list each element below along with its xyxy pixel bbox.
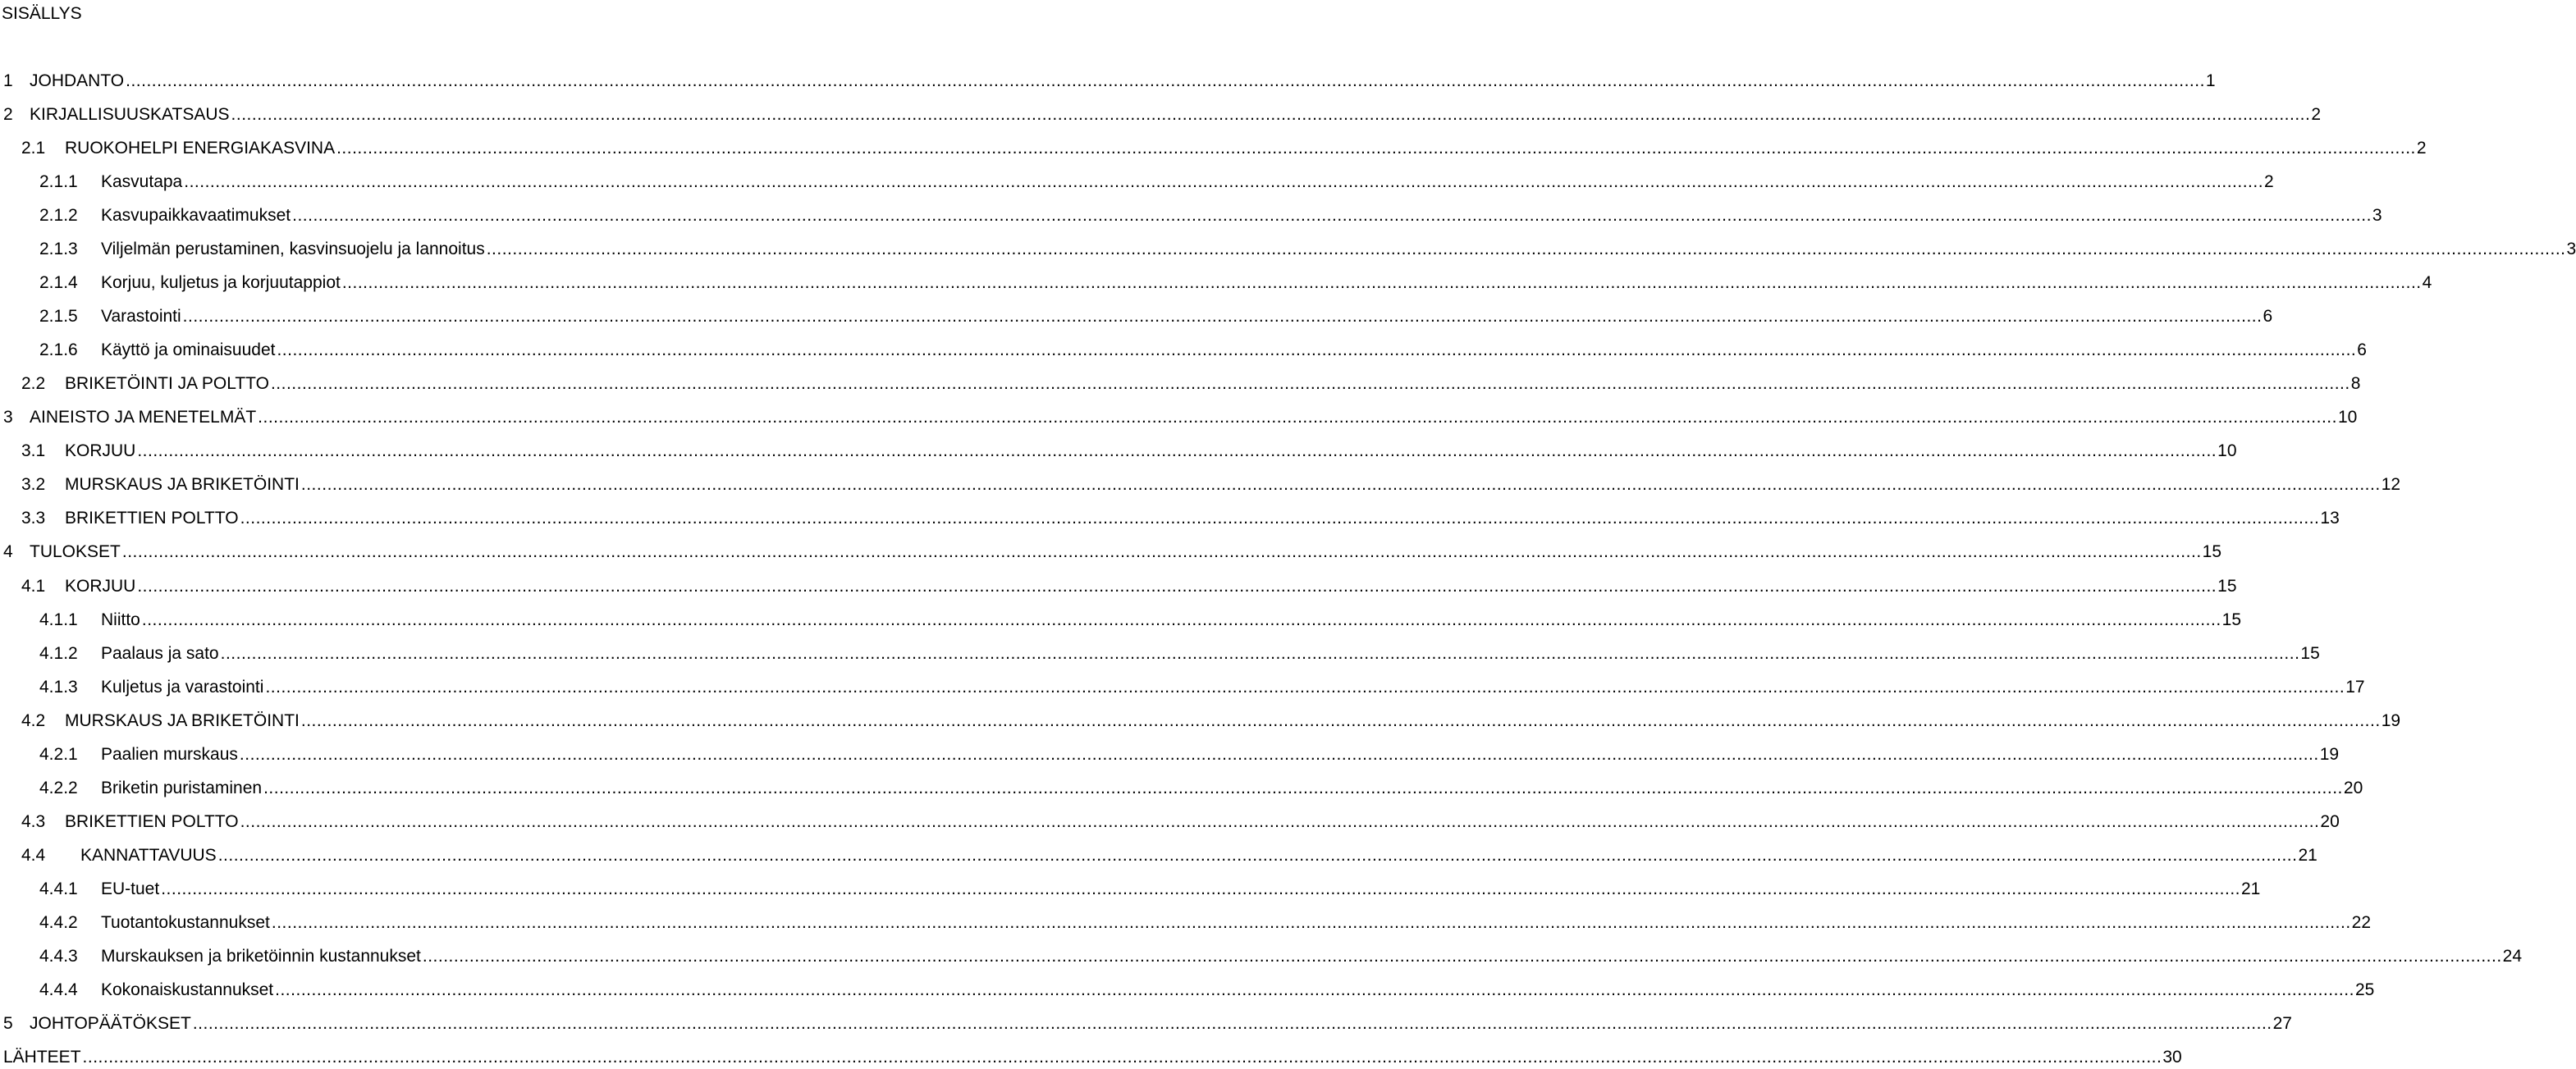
toc-entry-page-number: 3 [2372,206,2382,226]
toc-entry-page-number: 10 [2217,441,2237,461]
toc-entry-number: 2 [3,105,13,124]
toc-entry[interactable] [0,677,2365,698]
toc-entry-page-number: 15 [2202,542,2222,562]
toc-entry-number: 4.4.2 [39,912,78,932]
toc-entry-title: BRIKETÖINTI JA POLTTO [65,374,269,394]
toc-entry[interactable] [0,138,2427,159]
toc-entry-page-number: 20 [2320,811,2340,831]
toc-entry-title: Murskauksen ja briketöinnin kustannukset [101,946,421,966]
toc-entry-number: 3.3 [21,509,46,528]
toc-entry-number: 2.1.5 [39,307,78,327]
toc-entry-page-number: 15 [2217,576,2237,596]
toc-entry-title: JOHDANTO [30,71,125,90]
toc-entry-number: 2.1 [21,139,46,158]
toc-entry-page-number: 10 [2337,408,2358,427]
toc-dot-leader: ................................................................................................................................................................................................................................................................................................................................................................................................................ [137,576,2217,596]
toc-entry-title: Paalien murskaus [101,744,238,764]
toc-entry-number: 2.1.3 [39,240,78,259]
toc-entry[interactable] [0,778,2363,799]
toc-entry-page-number: 17 [2345,677,2365,697]
toc-entry-page-number: 21 [2241,879,2261,898]
toc-entry[interactable] [0,340,2367,361]
toc-entry-page-number: 4 [2422,273,2432,293]
toc-entry-number: 2.1.4 [39,273,78,293]
toc-entry-number: 4.1 [21,576,46,596]
toc-entry-title: JOHTOPÄÄTÖKSET [30,1013,191,1033]
toc-entry-page-number: 19 [2381,710,2401,730]
toc-entry-title: Tuotantokustannukset [101,912,270,932]
toc-entry-number: 4.4 [21,845,46,865]
toc-entry-title: Kasvupaikkavaatimukset [101,206,291,226]
toc-entry-title: BRIKETTIEN POLTTO [65,811,239,831]
toc-entry-number: 3.1 [21,441,46,461]
toc-entry-title: AINEISTO JA MENETELMÄT [30,408,257,427]
toc-entry-page-number: 27 [2272,1013,2292,1033]
toc-entry-page-number: 2 [2264,172,2274,192]
toc-entry-page-number: 24 [2502,946,2523,966]
toc-entry[interactable] [0,980,2375,1001]
toc-dot-leader: ................................................................................................................................................................................................................................................................................................................................................................................................................ [137,441,2217,461]
toc-entry-number: 4.2 [21,710,46,730]
toc-entry-title: BRIKETTIEN POLTTO [65,509,239,528]
toc-dot-leader: ................................................................................................................................................................................................................................................................................................................................................................................................................ [182,307,2263,327]
toc-dot-leader: ................................................................................................................................................................................................................................................................................................................................................................................................................ [275,980,2354,999]
toc-entry[interactable] [0,1013,2292,1035]
toc-dot-leader: ................................................................................................................................................................................................................................................................................................................................................................................................................ [336,139,2416,158]
toc-entry-page-number: 8 [2350,374,2361,394]
toc-entry-number: 4.2.2 [39,778,78,797]
toc-entry[interactable] [0,541,2222,563]
toc-entry-number: 4.4.4 [39,980,78,999]
page-title: SISÄLLYS [2,4,82,23]
toc-dot-leader: ................................................................................................................................................................................................................................................................................................................................................................................................................ [184,172,2264,192]
toc-entry[interactable] [0,879,2261,900]
toc-entry-page-number: 6 [2357,340,2367,360]
toc-entry[interactable] [0,205,2382,226]
toc-entry-number: 2.2 [21,374,46,394]
toc-dot-leader: ................................................................................................................................................................................................................................................................................................................................................................................................................ [231,105,2311,124]
toc-entry-number: 3 [3,408,13,427]
toc-entry-title: KIRJALLISUUSKATSAUS [30,105,230,124]
toc-entry-number: 4.4.3 [39,946,78,966]
toc-entry-number: 2.1.2 [39,206,78,226]
toc-entry[interactable] [0,104,2322,126]
toc-entry[interactable] [0,811,2340,833]
toc-entry[interactable] [0,643,2320,665]
toc-entry-title: Briketin puristaminen [101,778,263,797]
toc-dot-leader: ................................................................................................................................................................................................................................................................................................................................................................................................................ [82,1047,2162,1067]
toc-dot-leader: ................................................................................................................................................................................................................................................................................................................................................................................................................ [192,1013,2272,1033]
toc-entry[interactable] [0,171,2274,193]
toc-dot-leader: ................................................................................................................................................................................................................................................................................................................................................................................................................ [240,509,2320,528]
toc-entry-title: Viljelmän perustaminen, kasvinsuojelu ja lannoitus [101,240,485,259]
toc-entry[interactable] [0,71,2216,92]
toc-entry-title: KORJUU [65,441,136,461]
toc-entry-title: Niitto [101,610,140,629]
toc-entry-title: EU-tuet [101,879,160,898]
toc-dot-leader: ................................................................................................................................................................................................................................................................................................................................................................................................................ [270,374,2350,394]
toc-dot-leader: ................................................................................................................................................................................................................................................................................................................................................................................................................ [239,744,2319,764]
toc-entry-title: MURSKAUS JA BRIKETÖINTI [65,475,300,495]
toc-entry-title: Paalaus ja sato [101,643,219,663]
toc-entry-page-number: 1 [2205,71,2216,90]
toc-dot-leader: ................................................................................................................................................................................................................................................................................................................................................................................................................ [126,71,2205,90]
toc-dot-leader: ................................................................................................................................................................................................................................................................................................................................................................................................................ [300,710,2381,730]
toc-entry[interactable] [0,845,2317,866]
toc-entry-number: 5 [3,1013,13,1033]
toc-dot-leader: ................................................................................................................................................................................................................................................................................................................................................................................................................ [263,778,2343,797]
toc-entry-page-number: 21 [2298,845,2317,865]
toc-dot-leader: ................................................................................................................................................................................................................................................................................................................................................................................................................ [300,475,2381,495]
toc-entry-title: RUOKOHELPI ENERGIAKASVINA [65,139,336,158]
toc-entry[interactable] [0,272,2432,294]
toc-entry-title: Kuljetus ja varastointi [101,677,264,697]
toc-entry-title: LÄHTEET [3,1047,81,1067]
toc-entry-page-number: 15 [2221,610,2242,629]
toc-entry-number: 4 [3,542,13,562]
toc-entry-number: 4.1.3 [39,677,78,697]
toc-entry[interactable] [0,744,2340,765]
toc-dot-leader: ................................................................................................................................................................................................................................................................................................................................................................................................................ [292,206,2372,226]
toc-entry-title: KANNATTAVUUS [80,845,217,865]
toc-dot-leader: ................................................................................................................................................................................................................................................................................................................................................................................................................ [486,240,2566,259]
toc-entry-title: Kasvutapa [101,172,183,192]
toc-dot-leader: ................................................................................................................................................................................................................................................................................................................................................................................................................ [422,946,2502,966]
toc-entry-page-number: 30 [2162,1047,2182,1067]
toc-entry-title: Kokonaiskustannukset [101,980,274,999]
toc-entry[interactable] [0,441,2237,462]
toc-entry-number: 4.3 [21,811,46,831]
toc-entry-page-number: 13 [2320,509,2340,528]
toc-entry[interactable] [0,946,2523,967]
toc-entry-number: 2.1.6 [39,340,78,360]
toc-entry[interactable] [0,610,2242,631]
toc-dot-leader: ................................................................................................................................................................................................................................................................................................................................................................................................................ [217,845,2298,865]
toc-dot-leader: ................................................................................................................................................................................................................................................................................................................................................................................................................ [258,408,2337,427]
toc-entry-number: 4.4.1 [39,879,78,898]
toc-dot-leader: ................................................................................................................................................................................................................................................................................................................................................................................................................ [277,340,2357,360]
toc-entry-page-number: 22 [2351,912,2372,932]
toc-entry-page-number: 6 [2263,307,2273,327]
toc-entry-page-number: 2 [2416,139,2427,158]
toc-dot-leader: ................................................................................................................................................................................................................................................................................................................................................................................................................ [220,643,2300,663]
toc-dot-leader: ................................................................................................................................................................................................................................................................................................................................................................................................................ [271,912,2351,932]
toc-entry-number: 2.1.1 [39,172,78,192]
toc-entry-number: 1 [3,71,13,90]
toc-entry[interactable] [0,508,2340,529]
toc-entry-title: KORJUU [65,576,136,596]
toc-entry-page-number: 2 [2311,105,2322,124]
toc-entry-title: MURSKAUS JA BRIKETÖINTI [65,710,300,730]
toc-entry[interactable] [0,373,2361,395]
toc-dot-leader: ................................................................................................................................................................................................................................................................................................................................................................................................................ [141,610,2221,629]
toc-entry-number: 4.1.2 [39,643,78,663]
toc-entry[interactable] [0,1047,2182,1068]
toc-entry-number: 4.1.1 [39,610,78,629]
toc-entry-page-number: 25 [2354,980,2375,999]
toc-dot-leader: ................................................................................................................................................................................................................................................................................................................................................................................................................ [240,811,2320,831]
toc-dot-leader: ................................................................................................................................................................................................................................................................................................................................................................................................................ [161,879,2240,898]
toc-entry[interactable] [0,576,2237,597]
toc-entry-title: Käyttö ja ominaisuudet [101,340,276,360]
toc-entry-number: 3.2 [21,475,46,495]
toc-entry-title: Varastointi [101,307,181,327]
toc-entry-page-number: 15 [2300,643,2320,663]
toc-dot-leader: ................................................................................................................................................................................................................................................................................................................................................................................................................ [265,677,2345,697]
toc-entry[interactable] [0,239,2576,260]
toc-entry[interactable] [0,407,2358,428]
toc-entry-page-number: 19 [2319,744,2340,764]
toc-entry-page-number: 12 [2381,475,2401,495]
toc-dot-leader: ................................................................................................................................................................................................................................................................................................................................................................................................................ [341,273,2422,293]
toc-entry[interactable] [0,912,2372,934]
toc-entry-page-number: 20 [2343,778,2363,797]
toc-entry-number: 4.2.1 [39,744,78,764]
toc-entry-title: TULOKSET [30,542,121,562]
toc-entry[interactable] [0,474,2401,496]
toc-entry[interactable] [0,306,2273,327]
toc-entry[interactable] [0,710,2401,732]
toc-dot-leader: ................................................................................................................................................................................................................................................................................................................................................................................................................ [121,542,2202,562]
toc-entry-title: Korjuu, kuljetus ja korjuutappiot [101,273,341,293]
toc-entry-page-number: 3 [2566,240,2576,259]
